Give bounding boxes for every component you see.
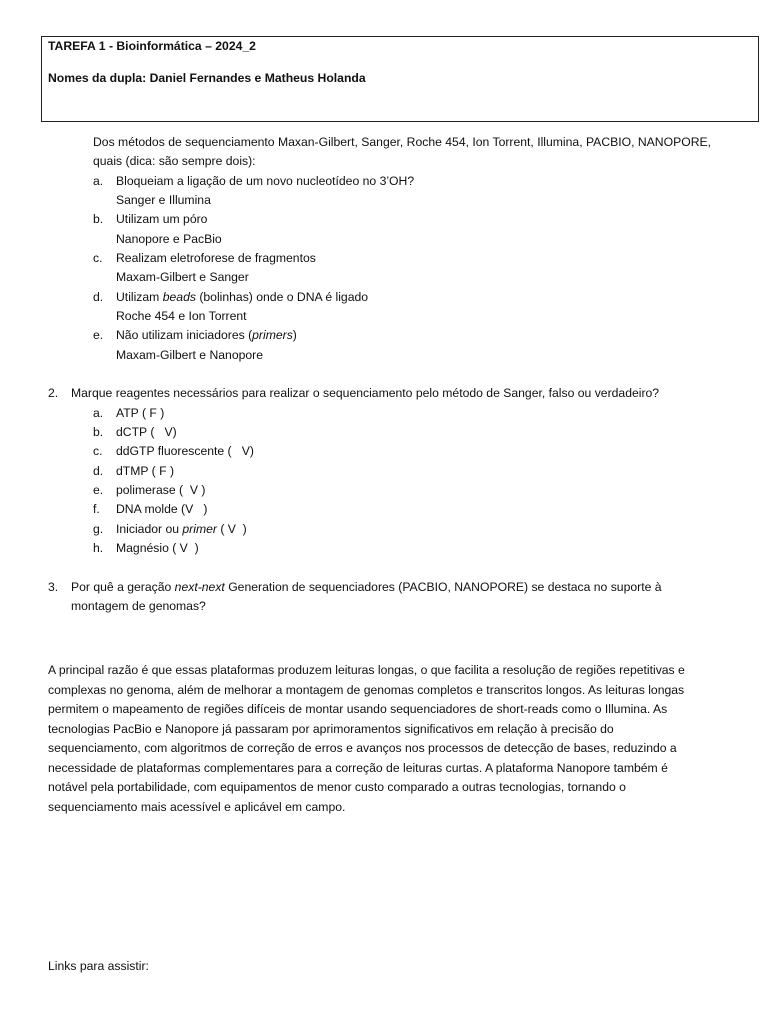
beads-emphasis: beads xyxy=(162,290,196,304)
q1-d-question: Utilizam beads (bolinhas) onde o DNA é ligado xyxy=(116,290,369,304)
q3-number: 3. xyxy=(48,580,59,594)
q2-h-marker: h. xyxy=(93,541,104,555)
q2-b-marker: b. xyxy=(93,425,104,439)
q1-e-question: Não utilizam iniciadores (primers) xyxy=(116,328,297,342)
q2-e-marker: e. xyxy=(93,483,104,497)
q2-d-marker: d. xyxy=(93,464,104,478)
q2-d-item: dTMP ( F ) xyxy=(116,464,175,478)
q1-e-marker: e. xyxy=(93,328,104,342)
q2-c-item: ddGTP fluorescente ( V) xyxy=(116,444,254,458)
assignment-title: TAREFA 1 - Bioinformática – 2024_2 xyxy=(48,39,256,53)
answer-line: necessidade de plataformas complementares para a correção de leituras curtas. A plataforma Nanopore também é xyxy=(48,760,668,775)
links-label: Links para assistir: xyxy=(48,959,149,973)
q2-a-marker: a. xyxy=(93,406,104,420)
q1-b-question: Utilizam um póro xyxy=(116,212,208,226)
q3-text-line2: montagem de genomas? xyxy=(71,599,206,613)
q3-answer-paragraph xyxy=(48,661,728,817)
q3-text-line1: Por quê a geração next-next Generation de sequenciadores (PACBIO, NANOPORE) se destaca no suporte à xyxy=(71,580,662,594)
q1-b-marker: b. xyxy=(93,212,104,226)
q1-a-question: Bloqueiam a ligação de um novo nucleotídeo no 3’OH? xyxy=(116,174,415,188)
q1-intro-line2: quais (dica: são sempre dois): xyxy=(93,154,256,168)
q1-c-answer: Maxam-Gilbert e Sanger xyxy=(116,270,249,284)
answer-line: sequenciamento, com algoritmos de correção de erros e avanços nos processos de detecção de bases, reduzindo a xyxy=(48,741,677,755)
answer-line: complexas no genoma, além de melhorar a montagem de genomas completos e transcritos longos. As leituras longas xyxy=(48,682,685,697)
q1-a-marker: a. xyxy=(93,174,104,188)
answer-line: A principal razão é que essas plataformas produzem leituras longas, o que facilita a resolução de regiões repetitivas e xyxy=(48,663,685,677)
answer-line: permitem o mapeamento de regiões difíceis de montar usando sequenciadores de short-reads como o Illumina. As xyxy=(48,702,668,716)
q2-a-item: ATP ( F ) xyxy=(116,406,165,420)
q2-e-item: polimerase ( V ) xyxy=(116,483,206,497)
q2-g-item: Iniciador ou primer ( V ) xyxy=(116,522,247,536)
q1-b-answer: Nanopore e PacBio xyxy=(116,232,222,246)
answer-line: notável pela portabilidade, com equipamentos de menor custo comparado a outras tecnologias, tornando o xyxy=(48,780,626,794)
q2-number: 2. xyxy=(48,386,59,400)
q1-e-answer: Maxam-Gilbert e Nanopore xyxy=(116,348,263,362)
q1-d-answer: Roche 454 e Ion Torrent xyxy=(116,309,247,323)
primers-emphasis: primers xyxy=(252,328,293,342)
q2-b-item: dCTP ( V) xyxy=(116,425,177,439)
q2-c-marker: c. xyxy=(93,444,103,458)
answer-line: sequenciamento mais acessível e aplicável em campo. xyxy=(48,799,346,814)
q1-a-answer: Sanger e Illumina xyxy=(116,193,211,207)
q2-f-marker: f. xyxy=(93,502,100,516)
q2-text: Marque reagentes necessários para realizar o sequenciamento pelo método de Sanger, falso ou verdadeiro? xyxy=(71,386,660,400)
team-names: Nomes da dupla: Daniel Fernandes e Matheus Holanda xyxy=(48,71,366,85)
q2-f-item: DNA molde (V ) xyxy=(116,502,208,516)
q1-intro-line1: Dos métodos de sequenciamento Maxan-Gilbert, Sanger, Roche 454, Ion Torrent, Illumina, PACBIO, NANOPORE, xyxy=(93,135,712,149)
q1-c-marker: c. xyxy=(93,251,103,265)
q2-g-marker: g. xyxy=(93,522,104,536)
q1-c-question: Realizam eletroforese de fragmentos xyxy=(116,251,316,265)
primer-emphasis: primer xyxy=(182,522,217,536)
answer-line: tecnologias PacBio e Nanopore já passaram por aprimoramentos significativos em relação à precisão do xyxy=(48,721,614,736)
q1-d-marker: d. xyxy=(93,290,104,304)
header-box xyxy=(41,36,759,122)
q2-h-item: Magnésio ( V ) xyxy=(116,541,199,555)
next-next-emphasis: next-next xyxy=(174,580,225,594)
